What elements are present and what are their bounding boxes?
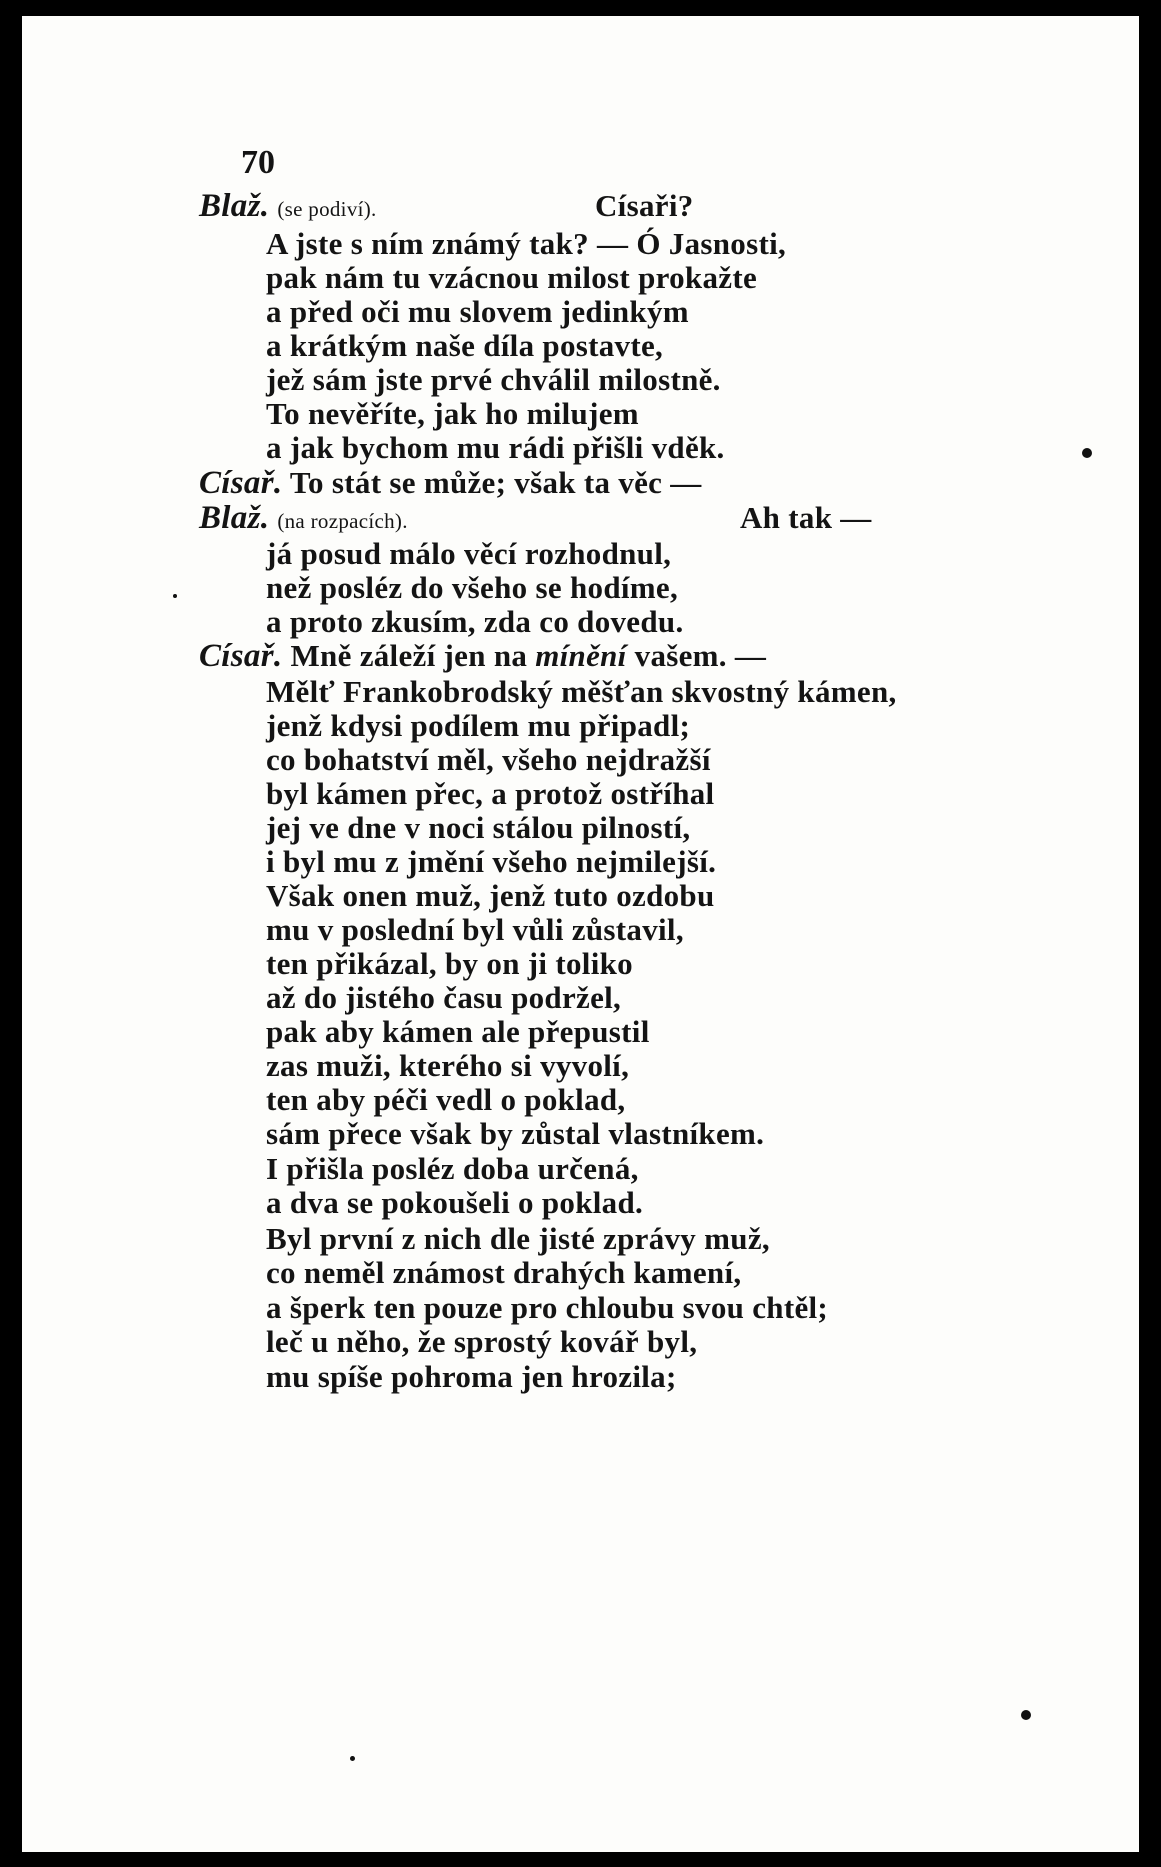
scan-speck bbox=[1082, 448, 1092, 458]
emphasized-word: mínění bbox=[535, 638, 627, 673]
verse-line: zas muži, kterého si vyvolí, bbox=[266, 1048, 630, 1083]
verse-line: co neměl známost drahých kamení, bbox=[266, 1255, 742, 1290]
verse-line: než posléz do všeho se hodíme, bbox=[266, 570, 678, 605]
speaker-name: Císař. bbox=[199, 638, 283, 674]
verse-line: sám přece však by zůstal vlastníkem. bbox=[266, 1116, 765, 1151]
verse-line: a proto zkusím, zda co dovedu. bbox=[266, 604, 684, 639]
verse-line: A jste s ním známý tak? — Ó Jasnosti, bbox=[266, 226, 787, 261]
speaker-line-continuation: Ah tak — bbox=[740, 500, 872, 535]
speaker-name: Blaž. bbox=[199, 188, 270, 224]
verse-line: a šperk ten pouze pro chloubu svou chtěl; bbox=[266, 1290, 829, 1325]
verse-line: Však onen muž, jenž tuto ozdobu bbox=[266, 878, 715, 913]
verse-line: Mělť Frankobrodský měšťan skvostný kámen, bbox=[266, 674, 897, 709]
scan-speck bbox=[350, 1756, 355, 1761]
verse-line: co bohatství měl, všeho nejdražší bbox=[266, 742, 711, 777]
scan-speck bbox=[1021, 1710, 1031, 1720]
scan-speck bbox=[173, 594, 177, 598]
verse-line: a před oči mu slovem jedinkým bbox=[266, 294, 689, 329]
verse-line: a jak bychom mu rádi přišli vděk. bbox=[266, 430, 725, 465]
verse-line: až do jistého času podržel, bbox=[266, 980, 622, 1015]
speaker-line bbox=[199, 636, 766, 676]
verse-line: jenž kdysi podílem mu připadl; bbox=[266, 708, 691, 743]
verse-line: byl kámen přec, a protož ostříhal bbox=[266, 776, 715, 811]
speaker-name: Císař. bbox=[199, 465, 283, 501]
verse-line: To nevěříte, jak ho milujem bbox=[266, 396, 639, 431]
speech-text: Mně záleží jen na bbox=[290, 638, 536, 673]
verse-line: a dva se pokoušeli o poklad. bbox=[266, 1185, 644, 1220]
page-number: 70 bbox=[241, 144, 275, 181]
verse-line: ten aby péči vedl o poklad, bbox=[266, 1082, 626, 1117]
verse-line: Byl první z nich dle jisté zprávy muž, bbox=[266, 1221, 770, 1256]
stage-direction: (na rozpacích). bbox=[277, 509, 408, 533]
verse-line: jež sám jste prvé chválil milostně. bbox=[266, 362, 721, 397]
speech-text: To stát se může; však ta věc — bbox=[289, 465, 702, 500]
speaker-line-continuation: Císaři? bbox=[595, 188, 694, 223]
speaker-line bbox=[199, 463, 702, 503]
speaker-line bbox=[199, 186, 377, 229]
stage-direction: (se podiví). bbox=[277, 197, 377, 221]
speaker-name: Blaž. bbox=[199, 500, 270, 536]
verse-line: já posud málo věcí rozhodnul, bbox=[266, 536, 672, 571]
verse-line: i byl mu z jmění všeho nejmilejší. bbox=[266, 844, 717, 879]
verse-line: I přišla posléz doba určená, bbox=[266, 1151, 639, 1186]
verse-line: mu spíše pohroma jen hrozila; bbox=[266, 1359, 677, 1394]
speech-text: vašem. — bbox=[626, 638, 767, 673]
book-page bbox=[22, 16, 1139, 1852]
verse-line: pak aby kámen ale přepustil bbox=[266, 1014, 650, 1049]
verse-line: pak nám tu vzácnou milost prokažte bbox=[266, 260, 758, 295]
verse-line: a krátkým naše díla postavte, bbox=[266, 328, 664, 363]
verse-line: mu v poslední byl vůli zůstavil, bbox=[266, 912, 684, 947]
verse-line: leč u něho, že sprostý kovář byl, bbox=[266, 1324, 698, 1359]
verse-line: ten přikázal, by on ji toliko bbox=[266, 946, 633, 981]
verse-line: jej ve dne v noci stálou pilností, bbox=[266, 810, 691, 845]
